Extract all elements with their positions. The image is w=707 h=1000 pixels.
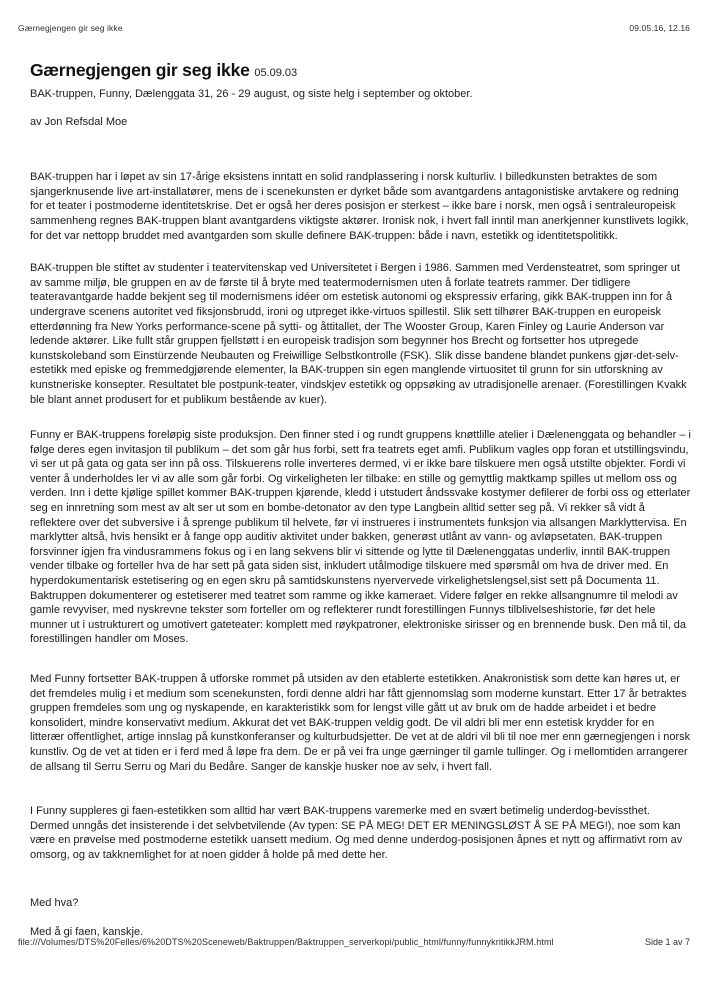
article-subtitle: BAK-truppen, Funny, Dælenggata 31, 26 - 29 august, og siste helg i september og oktober. [30, 88, 473, 100]
print-footer-page-number: Side 1 av 7 [644, 937, 690, 947]
print-footer [18, 937, 690, 947]
print-header [18, 23, 690, 33]
article-date: 05.09.03 [254, 67, 298, 79]
article-paragraph-5: I Funny suppleres gi faen-estetikken som alltid har vært BAK-truppens varemerke med en svært betimelig underdog-bevissthet. Dermed unngås det insisterende i det selvbetvilende (Av typen: SE PÅ MEG! DET ER MENINGSLØST Å SE PÅ MEG!), noe som kan være en prøvelse med postmoderne estetikk uansett medium. Og med denne underdog-posisjonen åpnes et nytt og affirmativt rom av omsorg, og av takknemlighet for at noen gidder å holde på med dette her. [30, 805, 683, 861]
article-title-row [30, 60, 691, 83]
article-byline: av Jon Refsdal Moe [30, 115, 128, 128]
article-paragraph-2: BAK-truppen ble stiftet av studenter i teatervitenskap ved Universitetet i Bergen i 1986. Sammen med Verdensteatret, som springer ut av samme miljø, ble gruppen en av de første til å bryte med teatermodernismen uten å forlate teatrets rammer. Der tidligere teateravantgarde hadde bekjent seg til modernismens idéer om estetisk autonomi og ekspressiv erfaring, gikk BAK-truppen inn for å undergrave scenens autoritet ved fiksjonsbrudd, ironi og utpreget ikke-virtuos spillestil. Slik sett tilhører BAK-truppen en europeisk etterdønning fra New Yorks performance-scene på sytti- og åttitallet, der The Wooster Group, Karen Finley og Laurie Anderson var ledende aktører. Like fullt står gruppen fjellstøtt i en europeisk tradisjon som begynner hos Brecht og fortsetter hos utpregede kunstskoleband som Einstürzende Neubauten og Freiwillige Selbstkontrolle (FSK). Slik disse bandene blandet punkens gjør-det-selv-estetikk med episke og fremmedgjørende elementer, la BAK-truppen sin egen manglende virtuositet til grunn for sin utforskning av kunstneriske konsepter. Resultatet ble postpunk-teater, vindskjev estetikk og oppsøking av utradisjonelle arenaer. (Forestillingen Kvakk ble blant annet produsert for et publikum bestående av kuer). [30, 262, 687, 406]
closing-line-2: Med å gi faen, kanskje. [30, 926, 144, 939]
article-paragraph-4: Med Funny fortsetter BAK-truppen å utforske rommet på utsiden av den etablerte estetikken. Anakronistisk som dette kan høres ut, er det fremdeles mulig i et medium som scenekunsten, fordi denne aldri har fått gjennomslag som moderne kunstart. Etter 17 år betraktes gruppen fremdeles som ung og nyskapende, en karakteristikk som for lengst ville gått ut av bruk om de hadde arbeidet i et bedre konsolidert, mindre konservativt medium. Akkurat det vet BAK-truppen veldig godt. De vil aldri bli mer enn estetisk krydder for en litterær offentlighet, artige innslag på kunstkonferanser og kulturbudsjetter. De vet at de aldri vil bli til noe mer enn gærnegjengen i norsk kunstliv. Og de vet at tiden er i ferd med å løpe fra dem. De er på vei fra unge gærninger til gamle tullinger. Og i mellomtiden arrangerer de allsang til Serru Serru og Mari du Bedåre. Sanger de kanskje husker noe av selv, i hvert fall. [30, 673, 691, 773]
article-paragraph-1: BAK-truppen har i løpet av sin 17-årige eksistens inntatt en solid randplassering i norsk kulturliv. I billedkunsten betraktes de som sjangerknusende live art-installatører, mens de i scenekunsten er dyrket både som avantgardens antagonistiske arvtakere og redning for et teater i postmoderne identitetskrise. Det er også her deres posisjon er sterkest – ikke bare i norsk, men også i sentraleuropeisk sammenheng regnes BAK-truppen blant avantgardens viktigste aktører. Ironisk nok, i hvert fall inntil man anerkjenner kunstlivets logikk, for det var nettopp bruddet med avantgarden som skulle definere BAK-truppen: både i navn, estetikk og identitetspolitikk. [30, 171, 689, 242]
print-footer-file-path: file:///Volumes/DTS%20Felles/6%20DTS%20Sceneweb/Baktruppen/Baktruppen_serverkopi/public_html/funny/funnykritikkJRM.html [18, 937, 554, 947]
print-header-timestamp: 09.05.16, 12.16 [629, 23, 690, 33]
closing-line-1: Med hva? [30, 896, 79, 909]
print-header-document-title: Gærnegjengen gir seg ikke [18, 23, 123, 33]
article [30, 60, 691, 940]
article-title: Gærnegjengen gir seg ikke [30, 60, 250, 80]
article-paragraph-3: Funny er BAK-truppens foreløpig siste produksjon. Den finner sted i og rundt gruppens knøttlille atelier i Dælenenggata og behandler – i følge deres egen invitasjon til publikum – det som går hus forbi, sett fra teatrets eget amfi. Publikum vagles opp foran et utstillingsvindu, vi ser ut på gata og gata ser inn på oss. Tilskuerens rolle inverteres dermed, vi er ikke bare tilskuere men også utstilte objekter. Fordi vi venter å underholdes ler vi av alle som går forbi. Og virkeligheten ler tilbake: en stille og gemyttlig maktkamp spilles ut mellom oss og verden. Inn i dette kjølige spillet kommer BAK-truppen kjørende, kledd i utstudert åndssvake kostymer defilerer de forbi oss og etterlater seg en innretning som mest av alt ser ut som en bombe-detonator av den type Langbein alltid setter seg på. Vi rekker så vidt å reflektere over det subversive i å sprenge publikum til helvete, før vi instrueres i instrumentets funksjon via allsangen Marklyttervisa. En marklytter altså, hvis hensikt er å fange opp auditiv aktivitet under bakken, generøst utlånt av vann- og avløpsetaten. BAK-truppen forsvinner igjen fra vindusrammens fokus og i en lang sekvens blir vi sittende og lytte til Dælenenggatas underliv, inntil BAK-truppen vender tilbake og forteller hva de har sett på gata siden sist, inkludert utålmodige tilskuere med spørsmål om hva de driver med. En hyperdokumentarisk estetisering og en egen skru på samtidskunstens nyervervede virkelighetslengsel,sist sett på Documenta 11. Baktruppen dokumenterer og estetiserer med teatret som ramme og ikke kameraet. Videre følger en rekke allsangnumre til melodi av gamle revyviser, med nyskrevne tekster som forteller om og reflekterer rundt forestillingen Funnys tilblivelseshistorie, før det hele munner ut i ustrukturert og umotivert gateteater: komplett med røykpatroner, elektroniske sirisser og en brennende busk. Den må til, da forestillingen handler om Moses. [30, 429, 691, 646]
